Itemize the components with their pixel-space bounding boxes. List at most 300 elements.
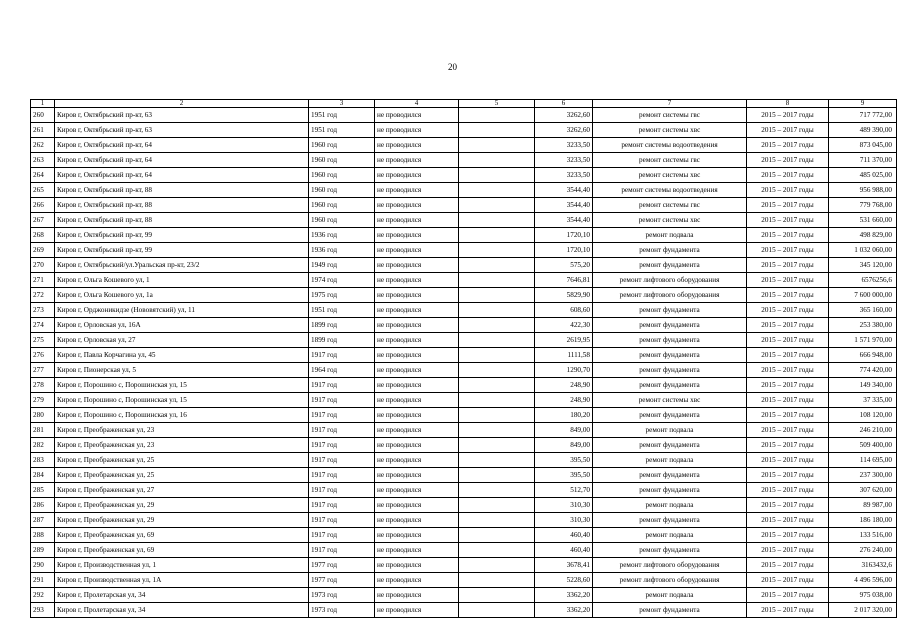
row-number-cell: 286	[31, 498, 55, 513]
period-cell: 2015 – 2017 годы	[747, 348, 829, 363]
area-cell: 3362,20	[535, 588, 593, 603]
build-year-cell: 1960 год	[309, 183, 375, 198]
period-cell: 2015 – 2017 годы	[747, 333, 829, 348]
area-cell: 1720,10	[535, 243, 593, 258]
last-repair-cell: не проводился	[375, 573, 459, 588]
work-type-cell: ремонт фундамента	[593, 513, 747, 528]
area-cell: 3262,60	[535, 123, 593, 138]
table-row	[31, 243, 897, 258]
area-cell: 310,30	[535, 498, 593, 513]
build-year-cell: 1917 год	[309, 408, 375, 423]
col-5-cell	[459, 348, 535, 363]
cost-cell: 6576256,6	[829, 273, 897, 288]
cost-cell: 774 420,00	[829, 363, 897, 378]
area-cell: 310,30	[535, 513, 593, 528]
work-type-cell: ремонт лифтового оборудования	[593, 273, 747, 288]
cost-cell: 89 987,00	[829, 498, 897, 513]
table-body	[31, 100, 897, 618]
cost-cell: 498 829,00	[829, 228, 897, 243]
row-number-cell: 260	[31, 108, 55, 123]
last-repair-cell: не проводился	[375, 558, 459, 573]
build-year-cell: 1917 год	[309, 498, 375, 513]
col-5-cell	[459, 378, 535, 393]
cost-cell: 133 516,00	[829, 528, 897, 543]
col-5-cell	[459, 408, 535, 423]
area-cell: 2619,95	[535, 333, 593, 348]
period-cell: 2015 – 2017 годы	[747, 138, 829, 153]
last-repair-cell: не проводился	[375, 153, 459, 168]
cost-cell: 365 160,00	[829, 303, 897, 318]
period-cell: 2015 – 2017 годы	[747, 588, 829, 603]
table-row	[31, 213, 897, 228]
period-cell: 2015 – 2017 годы	[747, 213, 829, 228]
col-5-cell	[459, 543, 535, 558]
build-year-cell: 1917 год	[309, 453, 375, 468]
row-number-cell: 272	[31, 288, 55, 303]
period-cell: 2015 – 2017 годы	[747, 198, 829, 213]
col-5-cell	[459, 273, 535, 288]
work-type-cell: ремонт подвала	[593, 453, 747, 468]
last-repair-cell: не проводился	[375, 288, 459, 303]
area-cell: 1720,10	[535, 228, 593, 243]
period-cell: 2015 – 2017 годы	[747, 483, 829, 498]
work-type-cell: ремонт фундамента	[593, 543, 747, 558]
build-year-cell: 1917 год	[309, 438, 375, 453]
last-repair-cell: не проводился	[375, 363, 459, 378]
period-cell: 2015 – 2017 годы	[747, 513, 829, 528]
row-number-cell: 285	[31, 483, 55, 498]
area-cell: 3233,50	[535, 138, 593, 153]
address-cell: Киров г, Орджоникидзе (Нововятский) ул, 11	[55, 303, 309, 318]
cost-cell: 2 017 320,00	[829, 603, 897, 618]
row-number-cell: 283	[31, 453, 55, 468]
area-cell: 3544,40	[535, 183, 593, 198]
area-cell: 5829,90	[535, 288, 593, 303]
last-repair-cell: не проводился	[375, 543, 459, 558]
area-cell: 849,00	[535, 423, 593, 438]
last-repair-cell: не проводился	[375, 318, 459, 333]
period-cell: 2015 – 2017 годы	[747, 603, 829, 618]
area-cell: 460,40	[535, 528, 593, 543]
address-cell: Киров г, Октябрьский пр-кт, 88	[55, 198, 309, 213]
col-5-cell	[459, 258, 535, 273]
area-cell: 7646,81	[535, 273, 593, 288]
table-row	[31, 483, 897, 498]
area-cell: 3678,41	[535, 558, 593, 573]
last-repair-cell: не проводился	[375, 168, 459, 183]
last-repair-cell: не проводился	[375, 378, 459, 393]
row-number-cell: 287	[31, 513, 55, 528]
cost-cell: 246 210,00	[829, 423, 897, 438]
address-cell: Киров г, Октябрьский пр-кт, 63	[55, 123, 309, 138]
period-cell: 2015 – 2017 годы	[747, 378, 829, 393]
work-type-cell: ремонт фундамента	[593, 318, 747, 333]
last-repair-cell: не проводился	[375, 438, 459, 453]
work-type-cell: ремонт подвала	[593, 498, 747, 513]
cost-cell: 37 335,00	[829, 393, 897, 408]
cost-cell: 779 768,00	[829, 198, 897, 213]
cost-cell: 956 988,00	[829, 183, 897, 198]
work-type-cell: ремонт фундамента	[593, 303, 747, 318]
page-number: 20	[448, 62, 457, 72]
header-cell-3: 3	[309, 100, 375, 108]
table-row	[31, 303, 897, 318]
build-year-cell: 1960 год	[309, 213, 375, 228]
table-row	[31, 363, 897, 378]
area-cell: 3233,50	[535, 153, 593, 168]
period-cell: 2015 – 2017 годы	[747, 183, 829, 198]
build-year-cell: 1917 год	[309, 528, 375, 543]
col-5-cell	[459, 123, 535, 138]
col-5-cell	[459, 243, 535, 258]
address-cell: Киров г, Порошино с, Порошинская ул, 16	[55, 408, 309, 423]
col-5-cell	[459, 288, 535, 303]
table-row	[31, 258, 897, 273]
period-cell: 2015 – 2017 годы	[747, 363, 829, 378]
table-row	[31, 168, 897, 183]
cost-cell: 975 038,00	[829, 588, 897, 603]
work-type-cell: ремонт системы водоотведения	[593, 138, 747, 153]
col-5-cell	[459, 183, 535, 198]
build-year-cell: 1960 год	[309, 168, 375, 183]
build-year-cell: 1975 год	[309, 288, 375, 303]
address-cell: Киров г, Октябрьский пр-кт, 63	[55, 108, 309, 123]
row-number-cell: 263	[31, 153, 55, 168]
area-cell: 608,60	[535, 303, 593, 318]
build-year-cell: 1917 год	[309, 378, 375, 393]
address-cell: Киров г, Преображенская ул, 69	[55, 528, 309, 543]
col-5-cell	[459, 438, 535, 453]
row-number-cell: 282	[31, 438, 55, 453]
work-type-cell: ремонт фундамента	[593, 378, 747, 393]
address-cell: Киров г, Ольга Кошевого ул, 1а	[55, 288, 309, 303]
area-cell: 3544,40	[535, 198, 593, 213]
period-cell: 2015 – 2017 годы	[747, 423, 829, 438]
build-year-cell: 1973 год	[309, 588, 375, 603]
build-year-cell: 1977 год	[309, 573, 375, 588]
work-type-cell: ремонт системы гвс	[593, 153, 747, 168]
col-5-cell	[459, 423, 535, 438]
cost-cell: 489 390,00	[829, 123, 897, 138]
row-number-cell: 291	[31, 573, 55, 588]
area-cell: 3544,40	[535, 213, 593, 228]
area-cell: 1111,58	[535, 348, 593, 363]
cost-cell: 873 045,00	[829, 138, 897, 153]
last-repair-cell: не проводился	[375, 513, 459, 528]
cost-cell: 276 240,00	[829, 543, 897, 558]
work-type-cell: ремонт фундамента	[593, 483, 747, 498]
col-5-cell	[459, 588, 535, 603]
table-row	[31, 198, 897, 213]
table-row	[31, 513, 897, 528]
last-repair-cell: не проводился	[375, 198, 459, 213]
address-cell: Киров г, Преображенская ул, 23	[55, 423, 309, 438]
address-cell: Киров г, Октябрьский пр-кт, 64	[55, 153, 309, 168]
col-5-cell	[459, 393, 535, 408]
build-year-cell: 1917 год	[309, 468, 375, 483]
row-number-cell: 267	[31, 213, 55, 228]
period-cell: 2015 – 2017 годы	[747, 258, 829, 273]
table-row	[31, 138, 897, 153]
table-row	[31, 318, 897, 333]
table-row	[31, 468, 897, 483]
work-type-cell: ремонт лифтового оборудования	[593, 573, 747, 588]
build-year-cell: 1949 год	[309, 258, 375, 273]
cost-cell: 531 660,00	[829, 213, 897, 228]
header-cell-7: 7	[593, 100, 747, 108]
cost-cell: 237 300,00	[829, 468, 897, 483]
table-row	[31, 438, 897, 453]
col-5-cell	[459, 453, 535, 468]
table-row	[31, 603, 897, 618]
row-number-cell: 261	[31, 123, 55, 138]
address-cell: Киров г, Преображенская ул, 69	[55, 543, 309, 558]
last-repair-cell: не проводился	[375, 243, 459, 258]
period-cell: 2015 – 2017 годы	[747, 498, 829, 513]
col-5-cell	[459, 603, 535, 618]
row-number-cell: 279	[31, 393, 55, 408]
address-cell: Киров г, Порошино с, Порошинская ул, 15	[55, 378, 309, 393]
row-number-cell: 275	[31, 333, 55, 348]
table-row	[31, 333, 897, 348]
cost-cell: 149 340,00	[829, 378, 897, 393]
address-cell: Киров г, Октябрьский пр-кт, 88	[55, 213, 309, 228]
work-type-cell: ремонт системы водоотведения	[593, 183, 747, 198]
table-row	[31, 498, 897, 513]
col-5-cell	[459, 228, 535, 243]
header-row	[31, 100, 897, 108]
period-cell: 2015 – 2017 годы	[747, 393, 829, 408]
col-5-cell	[459, 213, 535, 228]
row-number-cell: 269	[31, 243, 55, 258]
work-type-cell: ремонт фундамента	[593, 408, 747, 423]
build-year-cell: 1960 год	[309, 198, 375, 213]
period-cell: 2015 – 2017 годы	[747, 168, 829, 183]
area-cell: 3262,60	[535, 108, 593, 123]
last-repair-cell: не проводился	[375, 303, 459, 318]
build-year-cell: 1951 год	[309, 123, 375, 138]
cost-cell: 509 400,00	[829, 438, 897, 453]
build-year-cell: 1951 год	[309, 108, 375, 123]
col-5-cell	[459, 498, 535, 513]
col-5-cell	[459, 333, 535, 348]
last-repair-cell: не проводился	[375, 453, 459, 468]
work-type-cell: ремонт фундамента	[593, 438, 747, 453]
last-repair-cell: не проводился	[375, 408, 459, 423]
row-number-cell: 276	[31, 348, 55, 363]
last-repair-cell: не проводился	[375, 483, 459, 498]
build-year-cell: 1964 год	[309, 363, 375, 378]
header-cell-6: 6	[535, 100, 593, 108]
col-5-cell	[459, 468, 535, 483]
address-cell: Киров г, Октябрьский пр-кт, 64	[55, 138, 309, 153]
last-repair-cell: не проводился	[375, 423, 459, 438]
address-cell: Киров г, Преображенская ул, 25	[55, 453, 309, 468]
work-type-cell: ремонт фундамента	[593, 333, 747, 348]
area-cell: 512,70	[535, 483, 593, 498]
row-number-cell: 266	[31, 198, 55, 213]
build-year-cell: 1917 год	[309, 348, 375, 363]
cost-cell: 307 620,00	[829, 483, 897, 498]
period-cell: 2015 – 2017 годы	[747, 153, 829, 168]
row-number-cell: 262	[31, 138, 55, 153]
table-row	[31, 108, 897, 123]
build-year-cell: 1917 год	[309, 483, 375, 498]
row-number-cell: 281	[31, 423, 55, 438]
table-row	[31, 348, 897, 363]
build-year-cell: 1899 год	[309, 333, 375, 348]
work-type-cell: ремонт фундамента	[593, 603, 747, 618]
row-number-cell: 270	[31, 258, 55, 273]
row-number-cell: 278	[31, 378, 55, 393]
work-type-cell: ремонт фундамента	[593, 363, 747, 378]
period-cell: 2015 – 2017 годы	[747, 288, 829, 303]
table-row	[31, 423, 897, 438]
work-type-cell: ремонт лифтового оборудования	[593, 558, 747, 573]
period-cell: 2015 – 2017 годы	[747, 273, 829, 288]
table-row	[31, 573, 897, 588]
table-row	[31, 408, 897, 423]
header-cell-8: 8	[747, 100, 829, 108]
cost-cell: 717 772,00	[829, 108, 897, 123]
col-5-cell	[459, 483, 535, 498]
last-repair-cell: не проводился	[375, 183, 459, 198]
last-repair-cell: не проводился	[375, 528, 459, 543]
period-cell: 2015 – 2017 годы	[747, 543, 829, 558]
address-cell: Киров г, Октябрьский/ул.Уральская пр-кт, 23/2	[55, 258, 309, 273]
col-5-cell	[459, 558, 535, 573]
header-cell-9: 9	[829, 100, 897, 108]
work-type-cell: ремонт системы гвс	[593, 198, 747, 213]
period-cell: 2015 – 2017 годы	[747, 438, 829, 453]
col-5-cell	[459, 153, 535, 168]
area-cell: 849,00	[535, 438, 593, 453]
address-cell: Киров г, Октябрьский пр-кт, 64	[55, 168, 309, 183]
capital-repair-table	[30, 99, 897, 618]
header-cell-4: 4	[375, 100, 459, 108]
address-cell: Киров г, Орловская ул, 16А	[55, 318, 309, 333]
row-number-cell: 277	[31, 363, 55, 378]
build-year-cell: 1960 год	[309, 153, 375, 168]
address-cell: Киров г, Октябрьский пр-кт, 99	[55, 243, 309, 258]
last-repair-cell: не проводился	[375, 108, 459, 123]
area-cell: 248,90	[535, 393, 593, 408]
work-type-cell: ремонт системы гвс	[593, 108, 747, 123]
work-type-cell: ремонт фундамента	[593, 243, 747, 258]
table-row	[31, 288, 897, 303]
col-5-cell	[459, 528, 535, 543]
col-5-cell	[459, 513, 535, 528]
build-year-cell: 1936 год	[309, 228, 375, 243]
table-row	[31, 228, 897, 243]
build-year-cell: 1917 год	[309, 423, 375, 438]
area-cell: 180,20	[535, 408, 593, 423]
area-cell: 460,40	[535, 543, 593, 558]
area-cell: 3362,20	[535, 603, 593, 618]
build-year-cell: 1977 год	[309, 558, 375, 573]
work-type-cell: ремонт подвала	[593, 228, 747, 243]
address-cell: Киров г, Порошино с, Порошинская ул, 15	[55, 393, 309, 408]
address-cell: Киров г, Орловская ул, 27	[55, 333, 309, 348]
work-type-cell: ремонт подвала	[593, 588, 747, 603]
header-cell-5: 5	[459, 100, 535, 108]
address-cell: Киров г, Производственная ул, 1	[55, 558, 309, 573]
period-cell: 2015 – 2017 годы	[747, 408, 829, 423]
table-row	[31, 123, 897, 138]
col-5-cell	[459, 198, 535, 213]
cost-cell: 1 032 060,00	[829, 243, 897, 258]
build-year-cell: 1917 год	[309, 393, 375, 408]
table-row	[31, 183, 897, 198]
col-5-cell	[459, 138, 535, 153]
build-year-cell: 1951 год	[309, 303, 375, 318]
last-repair-cell: не проводился	[375, 138, 459, 153]
col-5-cell	[459, 318, 535, 333]
build-year-cell: 1960 год	[309, 138, 375, 153]
period-cell: 2015 – 2017 годы	[747, 123, 829, 138]
address-cell: Киров г, Октябрьский пр-кт, 99	[55, 228, 309, 243]
address-cell: Киров г, Павла Корчагина ул, 45	[55, 348, 309, 363]
work-type-cell: ремонт фундамента	[593, 468, 747, 483]
address-cell: Киров г, Пролетарская ул, 34	[55, 588, 309, 603]
last-repair-cell: не проводился	[375, 333, 459, 348]
area-cell: 395,50	[535, 468, 593, 483]
row-number-cell: 293	[31, 603, 55, 618]
work-type-cell: ремонт подвала	[593, 528, 747, 543]
period-cell: 2015 – 2017 годы	[747, 453, 829, 468]
col-5-cell	[459, 108, 535, 123]
address-cell: Киров г, Преображенская ул, 23	[55, 438, 309, 453]
cost-cell: 666 948,00	[829, 348, 897, 363]
last-repair-cell: не проводился	[375, 348, 459, 363]
build-year-cell: 1936 год	[309, 243, 375, 258]
last-repair-cell: не проводился	[375, 273, 459, 288]
period-cell: 2015 – 2017 годы	[747, 558, 829, 573]
work-type-cell: ремонт системы хвс	[593, 393, 747, 408]
cost-cell: 108 120,00	[829, 408, 897, 423]
address-cell: Киров г, Ольга Кошевого ул, 1	[55, 273, 309, 288]
address-cell: Киров г, Пролетарская ул, 34	[55, 603, 309, 618]
last-repair-cell: не проводился	[375, 258, 459, 273]
table-row	[31, 543, 897, 558]
row-number-cell: 284	[31, 468, 55, 483]
last-repair-cell: не проводился	[375, 468, 459, 483]
cost-cell: 711 370,00	[829, 153, 897, 168]
period-cell: 2015 – 2017 годы	[747, 303, 829, 318]
table-row	[31, 558, 897, 573]
last-repair-cell: не проводился	[375, 213, 459, 228]
period-cell: 2015 – 2017 годы	[747, 228, 829, 243]
col-5-cell	[459, 168, 535, 183]
row-number-cell: 268	[31, 228, 55, 243]
last-repair-cell: не проводился	[375, 393, 459, 408]
row-number-cell: 273	[31, 303, 55, 318]
last-repair-cell: не проводился	[375, 228, 459, 243]
row-number-cell: 265	[31, 183, 55, 198]
build-year-cell: 1973 год	[309, 603, 375, 618]
cost-cell: 3163432,6	[829, 558, 897, 573]
cost-cell: 186 180,00	[829, 513, 897, 528]
period-cell: 2015 – 2017 годы	[747, 573, 829, 588]
address-cell: Киров г, Преображенская ул, 29	[55, 498, 309, 513]
cost-cell: 4 496 596,00	[829, 573, 897, 588]
address-cell: Киров г, Преображенская ул, 27	[55, 483, 309, 498]
work-type-cell: ремонт системы хвс	[593, 168, 747, 183]
cost-cell: 7 600 000,00	[829, 288, 897, 303]
address-cell: Киров г, Октябрьский пр-кт, 88	[55, 183, 309, 198]
row-number-cell: 280	[31, 408, 55, 423]
table-row	[31, 273, 897, 288]
